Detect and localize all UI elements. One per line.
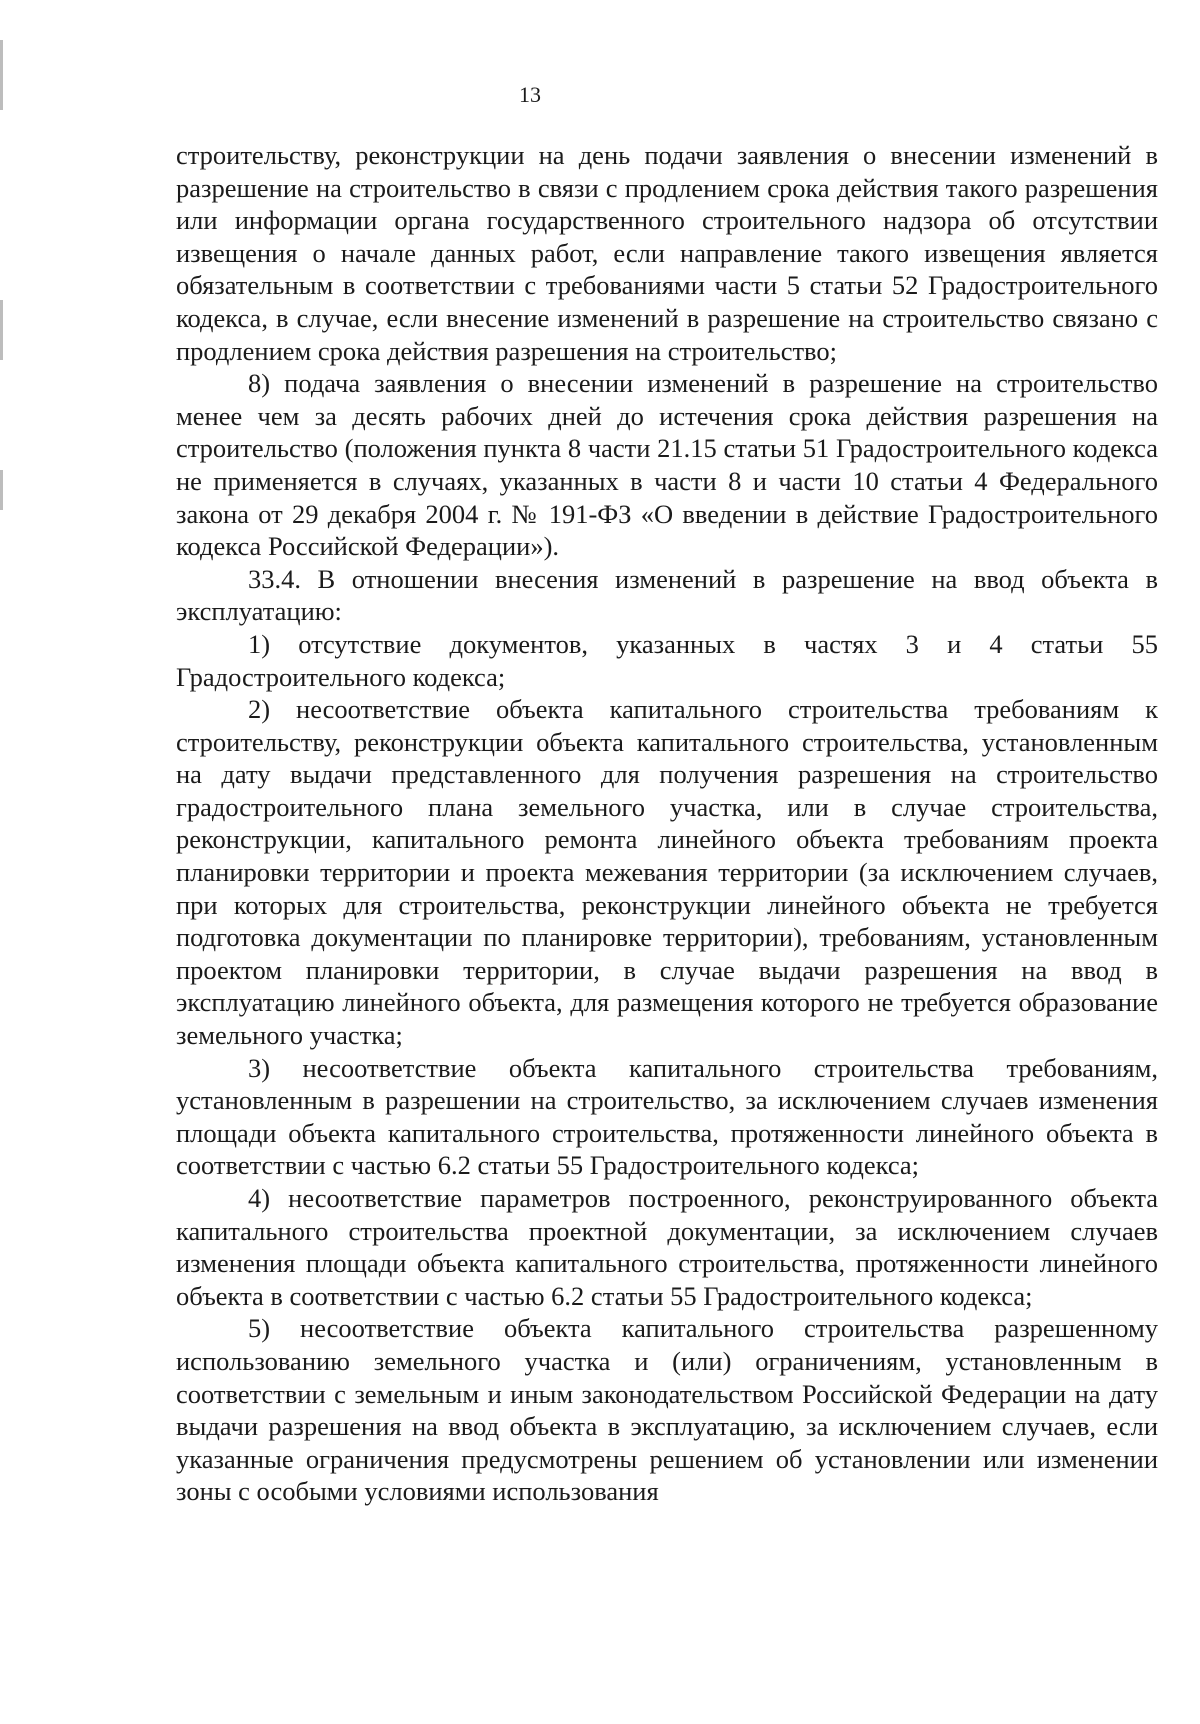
- paragraph: 2) несоответствие объекта капитального строительства требованиям к строительству, реконструкции объекта капитального строительства, установленным на дату выдачи представленного для получения разрешения на строительство градостроительного плана земельного участка, или в случае строительства, реконструкции, капитального ремонта линейного объекта требованиям проекта планировки территории и проекта межевания территории (за исключением случаев, при которых для строительства, реконструкции линейного объекта не требуется подготовка документации по планировке территории), требованиям, установленным проектом планировки территории, в случае выдачи разрешения на ввод в эксплуатацию линейного объекта, для размещения которого не требуется образование земельного участка;: [176, 694, 1158, 1051]
- paragraph: 4) несоответствие параметров построенного, реконструированного объекта капитального строительства проектной документации, за исключением случаев изменения площади объекта капитального строительства, протяженности линейного объекта в соответствии с частью 6.2 статьи 55 Градостроительного кодекса;: [176, 1183, 1158, 1311]
- paragraph: 3) несоответствие объекта капитального строительства требованиям, установленным в разрешении на строительство, за исключением случаев изменения площади объекта капитального строительства, протяженности линейного объекта в соответствии с частью 6.2 статьи 55 Градостроительного кодекса;: [176, 1052, 1158, 1181]
- scan-edge-mark: [0, 470, 3, 510]
- document-body: [176, 139, 1158, 1508]
- paragraph: 1) отсутствие документов, указанных в частях 3 и 4 статьи 55 Градостроительного кодекса;: [176, 628, 1158, 692]
- paragraph: 33.4. В отношении внесения изменений в разрешение на ввод объекта в эксплуатацию:: [176, 563, 1158, 627]
- page-number: 13: [519, 82, 541, 107]
- paragraph: 8) подача заявления о внесении изменений в разрешение на строительство менее чем за десять рабочих дней до истечения срока действия разрешения на строительство (положения пункта 8 части 21.15 статьи 51 Градостроительного кодекса не применяется в случаях, указанных в части 8 и части 10 статьи 4 Федерального закона от 29 декабря 2004 г. № 191-ФЗ «О введении в действие Градостроительного кодекса Российской Федерации»).: [176, 368, 1158, 562]
- scan-edge-mark: [0, 300, 3, 360]
- paragraph: строительству, реконструкции на день подачи заявления о внесении изменений в разрешение на строительство в связи с продлением срока действия такого разрешения или информации органа государственного строительного надзора об отсутствии извещения о начале данных работ, если направление такого извещения является обязательным в соответствии с требованиями части 5 статьи 52 Градостроительного кодекса, в случае, если внесение изменений в разрешение на строительство связано с продлением срока действия разрешения на строительство;: [176, 140, 1158, 366]
- paragraph: 5) несоответствие объекта капитального строительства разрешенному использованию земельного участка и (или) ограничениям, установленным в соответствии с земельным и иным законодательством Российской Федерации на дату выдачи разрешения на ввод объекта в эксплуатацию, за исключением случаев, если указанные ограничения предусмотрены решением об установлении или изменении зоны с особыми условиями использования: [176, 1313, 1158, 1507]
